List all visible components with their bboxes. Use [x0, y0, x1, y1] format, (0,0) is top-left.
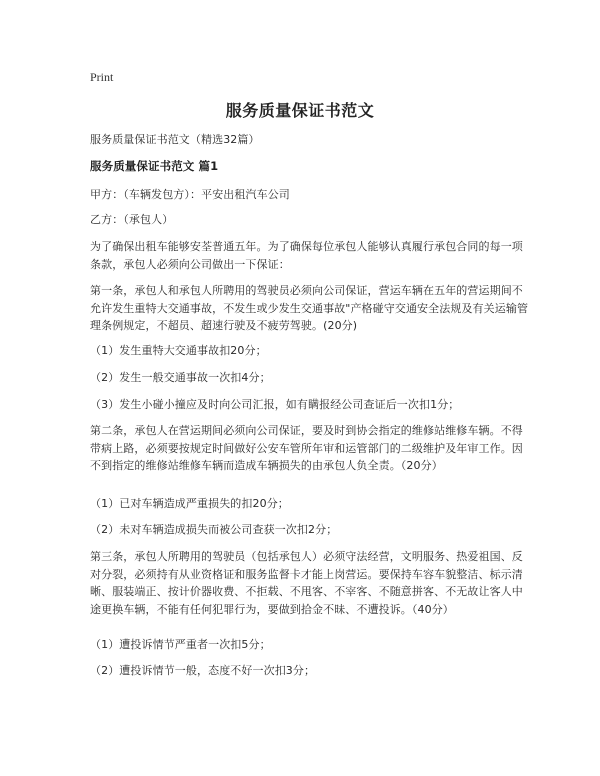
- document-subtitle: 服务质量保证书范文（精选32篇）: [90, 133, 260, 146]
- paragraph-article-1-item-1: （1）发生重特大交通事故扣20分；: [90, 344, 267, 357]
- paragraph-article-2: 第二条，承包人在营运期间必须向公司保证，要及时到协会指定的维修站维修车辆。不得带病上路，必须要按规定时间做好公安车管所年审和运管部门的二级维护及年审工作。因不到指定的维修站维修车辆而造成车辆损失的由承包人负全责。（20分）: [90, 424, 523, 472]
- paragraph-article-3-item-1: （1）遭投诉情节严重者一次扣5分；: [90, 638, 271, 651]
- paragraph-article-2-item-1: （1）已对车辆造成严重损失的扣20分；: [90, 497, 289, 510]
- paragraph-intro: 为了确保出租车能够安荃普通五年。为了确保每位承包人能够认真履行承包合同的每一项条款，承包人必须向公司做出一下保证：: [90, 240, 523, 271]
- paragraph-article-1-item-3: （3）发生小碰小撞应及时向公司汇报，如有瞒报经公司查证后一次扣1分；: [90, 398, 460, 411]
- paragraph-article-1-item-2: （2）发生一般交通事故一次扣4分；: [90, 371, 271, 384]
- paragraph-article-3: 第三条，承包人所聘用的驾驶员（包括承包人）必须守法经营，文明服务、热爱祖国、反对分裂，必须持有从业资格证和服务监督卡才能上岗营运。要保持车容车貌整洁、标示清晰、服装端正、按计价器收费、不拒载、不甩客、不宰客、不随意拼客、不无故让客人中途更换车辆，不能有任何犯罪行为，要做到拾金不昧、不遭投诉。（40分）: [90, 550, 523, 616]
- paragraph-party-a: 甲方：（车辆发包方）：平安出租汽车公司: [90, 188, 290, 201]
- paragraph-article-1: 第一条，承包人和承包人所聘用的驾驶员必须向公司保证，营运车辆在五年的营运期间不允许发生重特大交通事故，不发生或少发生交通事故"产格碰守交通安全法规及有关运输管理条例规定，不超员、超速行驶及不疲劳驾驶。(20分): [90, 284, 529, 332]
- paragraph-party-b: 乙方：（承包人）: [90, 213, 174, 226]
- print-link[interactable]: Print: [90, 70, 114, 84]
- paragraph-article-3-item-2: （2）遭投诉情节一般，态度不好一次扣3分；: [90, 664, 316, 677]
- section-heading: 服务质量保证书范文 篇1: [90, 159, 219, 173]
- paragraph-article-2-item-2: （2）未对车辆造成损失而被公司查获一次扣2分；: [90, 523, 338, 536]
- page-title: 服务质量保证书范文: [225, 101, 375, 120]
